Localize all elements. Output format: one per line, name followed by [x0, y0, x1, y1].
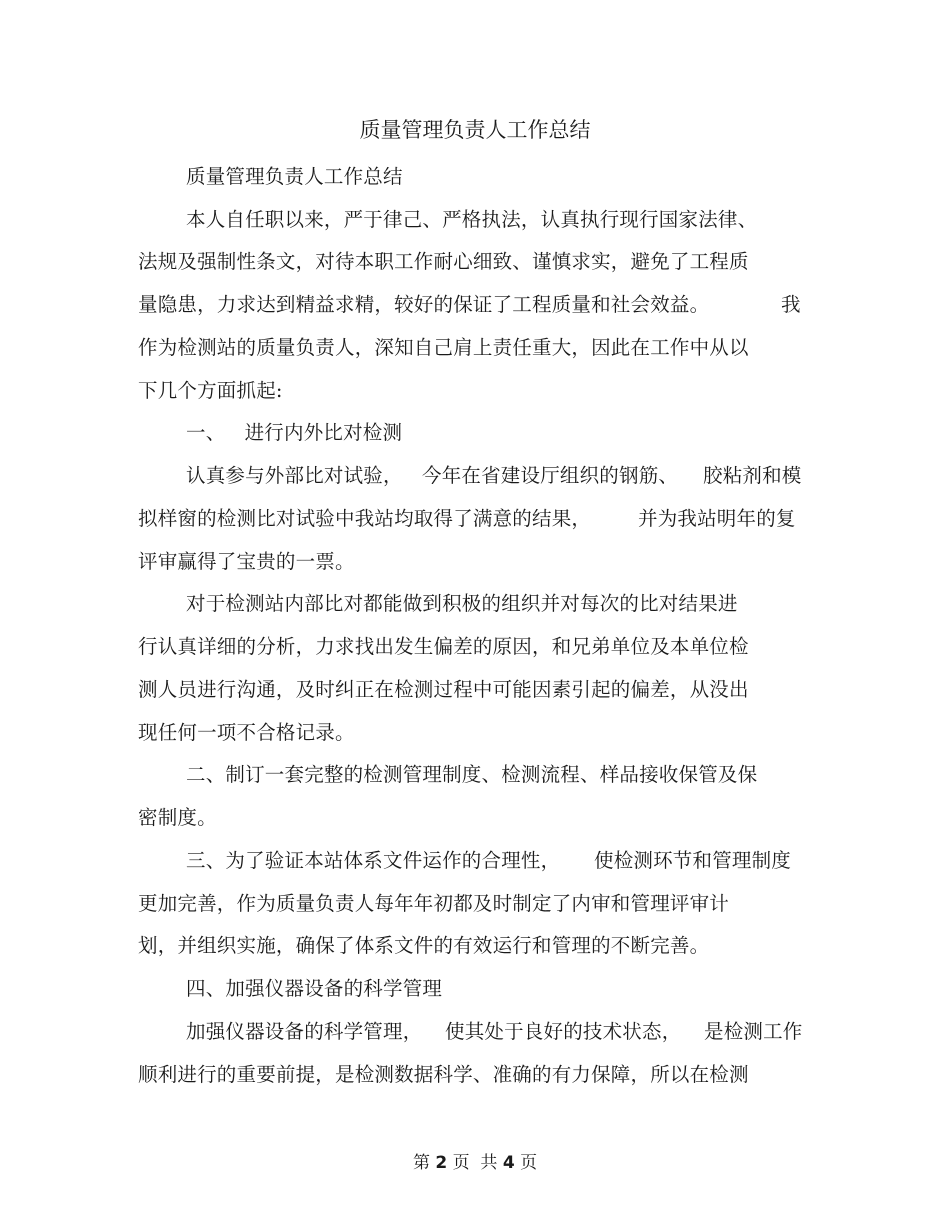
- text-line: 现任何一项不合格记录。: [138, 721, 355, 744]
- section-heading-4: 四、加强仪器设备的科学管理: [186, 977, 443, 1000]
- section-heading-3: 三、为了验证本站体系文件运作的合理性，: [186, 849, 561, 872]
- text-line: 更加完善，作为质量负责人每年年初都及时制定了内审和管理评审计: [138, 892, 730, 915]
- section-heading-2: 二、制订一套完整的检测管理制度、检测流程、样品接收保管及保: [186, 763, 758, 786]
- text-line: 对于检测站内部比对都能做到积极的组织并对每次的比对结果进: [186, 592, 738, 615]
- current-page-number: 2: [435, 1153, 448, 1173]
- text-line: 量隐患，力求达到精益求精，较好的保证了工程质量和社会效益。: [138, 293, 710, 316]
- footer-middle: 页 共: [452, 1153, 498, 1173]
- text-line: 法规及强制性条文，对待本职工作耐心细致、谨慎求实，避免了工程质: [138, 250, 749, 273]
- page-footer: [0, 1151, 950, 1175]
- text-line: 作为检测站的质量负责人，深知自己肩上责任重大，因此在工作中从以: [138, 336, 749, 359]
- text-line: 使其处于良好的技术状态，: [445, 1020, 682, 1043]
- text-line: 评审赢得了宝贵的一票。: [138, 550, 355, 573]
- text-line: 胶粘剂和模: [703, 464, 802, 487]
- text-line: 测人员进行沟通，及时纠正在检测过程中可能因素引起的偏差，从没出: [138, 678, 749, 701]
- section-heading-1: 一、 进行内外比对检测: [186, 421, 403, 444]
- footer-prefix: 第: [412, 1153, 430, 1173]
- total-pages-number: 4: [502, 1153, 515, 1173]
- text-line: 使检测环节和管理制度: [594, 849, 792, 872]
- text-line: 顺利进行的重要前提，是检测数据科学、准确的有力保障，所以在检测: [138, 1063, 749, 1086]
- document-subtitle: 质量管理负责人工作总结: [186, 165, 403, 188]
- text-line: 下几个方面抓起:: [138, 379, 283, 402]
- text-line: 本人自任职以来，严于律己、严格执法，认真执行现行国家法律、: [186, 208, 758, 231]
- text-line: 划，并组织实施，确保了体系文件的有效运行和管理的不断完善。: [138, 934, 710, 957]
- footer-suffix: 页: [520, 1153, 538, 1173]
- text-line: 今年在省建设厅组织的钢筋、: [422, 464, 679, 487]
- text-line: 我: [781, 293, 801, 316]
- text-line: 并为我站明年的复: [638, 507, 796, 530]
- text-line: 认真参与外部比对试验，: [186, 464, 403, 487]
- text-line: 是检测工作: [704, 1020, 803, 1043]
- document-title: 质量管理负责人工作总结: [359, 118, 591, 142]
- text-line: 加强仪器设备的科学管理，: [186, 1020, 423, 1043]
- text-line: 密制度。: [138, 806, 217, 829]
- text-line: 拟样窗的检测比对试验中我站均取得了满意的结果，: [138, 507, 592, 530]
- text-line: 行认真详细的分析，力求找出发生偏差的原因，和兄弟单位及本单位检: [138, 635, 749, 658]
